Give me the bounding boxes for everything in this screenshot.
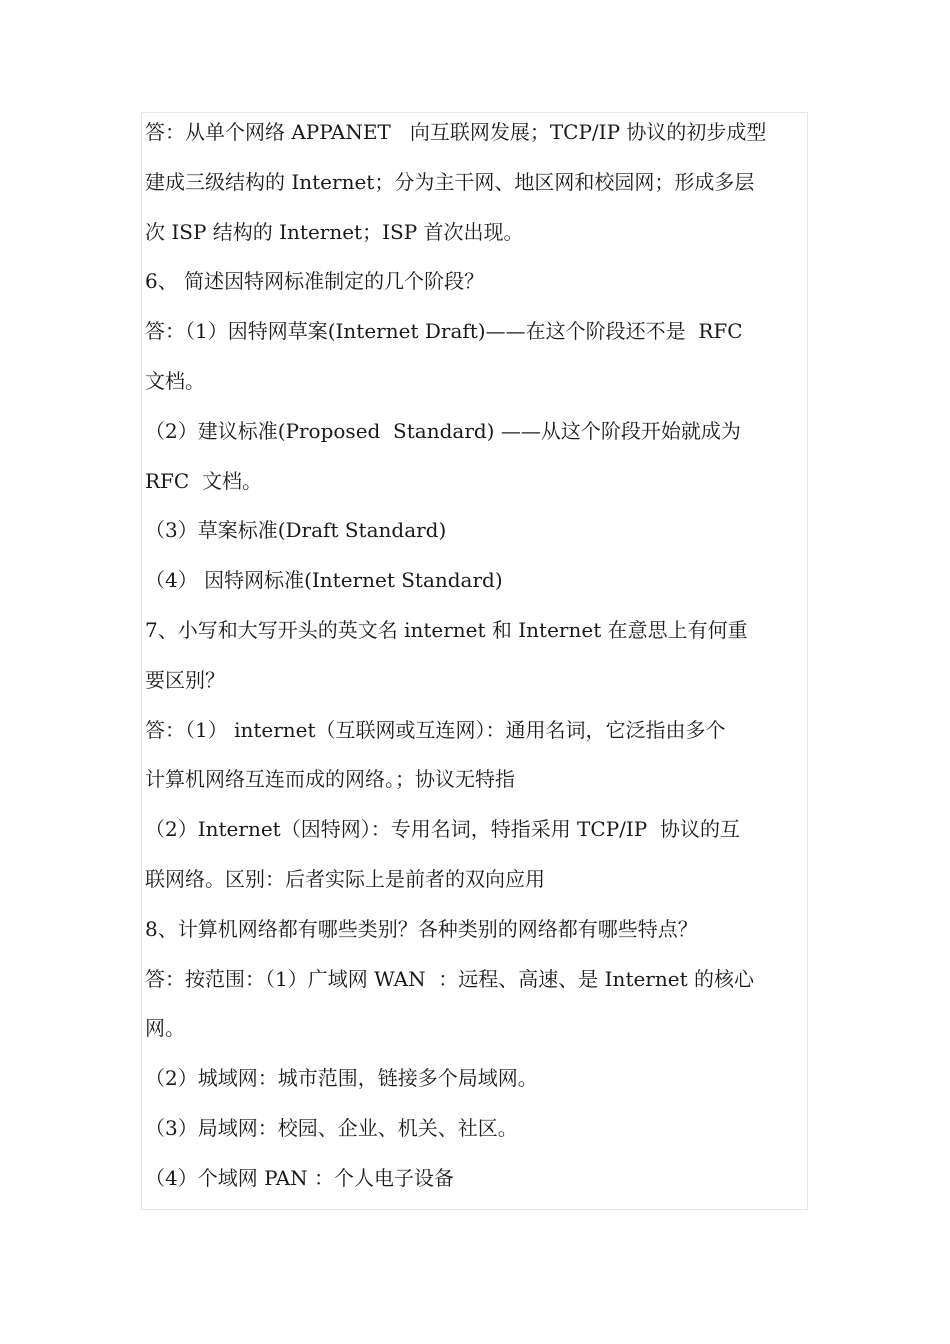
text-line: （2）城域网：城市范围，链接多个局域网。 xyxy=(145,1066,538,1091)
question-7: 7、小写和大写开头的英文名 internet 和 Internet 在意思上有何重 xyxy=(145,617,748,642)
text-line: 计算机网络互连而成的网络。；协议无特指 xyxy=(145,767,515,792)
text-line: （4）个域网 PAN ：个人电子设备 xyxy=(145,1165,455,1190)
text-line: 建成三级结构的 Internet；分为主干网、地区网和校园网；形成多层 xyxy=(145,169,755,194)
text-line: 答：从单个网络 APPANET 向互联网发展；TCP/IP 协议的初步成型 xyxy=(145,120,767,144)
text-line: 次 ISP 结构的 Internet；ISP 首次出现。 xyxy=(145,219,524,244)
question-8: 8、计算机网络都有哪些类别？各种类别的网络都有哪些特点？ xyxy=(145,916,698,941)
text-line: 网。 xyxy=(145,1016,185,1041)
text-line: 答：（1）因特网草案(Internet Draft)——在这个阶段还不是 RFC xyxy=(145,319,743,344)
text-line: 答：按范围：（1）广域网 WAN ：远程、高速、是 Internet 的核心 xyxy=(145,966,754,991)
text-line: RFC 文档。 xyxy=(145,468,262,493)
text-line: （2）Internet（因特网）：专用名词，特指采用 TCP/IP 协议的互 xyxy=(145,817,740,842)
document-body xyxy=(145,108,807,1204)
text-line: （3）局域网：校园、企业、机关、社区。 xyxy=(145,1115,518,1140)
text-line: （4） 因特网标准(Internet Standard) xyxy=(145,568,503,593)
text-line: 答：（1） internet（互联网或互连网）：通用名词，它泛指由多个 xyxy=(145,717,726,742)
text-line: （2）建议标准(Proposed Standard) ——从这个阶段开始就成为 xyxy=(145,418,741,443)
question-6: 6、 简述因特网标准制定的几个阶段？ xyxy=(145,269,485,294)
text-line: 文档。 xyxy=(145,368,205,393)
text-line: 要区别？ xyxy=(145,667,225,692)
text-line: （3）草案标准(Draft Standard) xyxy=(145,518,447,543)
text-line: 联网络。区别：后者实际上是前者的双向应用 xyxy=(145,866,545,891)
